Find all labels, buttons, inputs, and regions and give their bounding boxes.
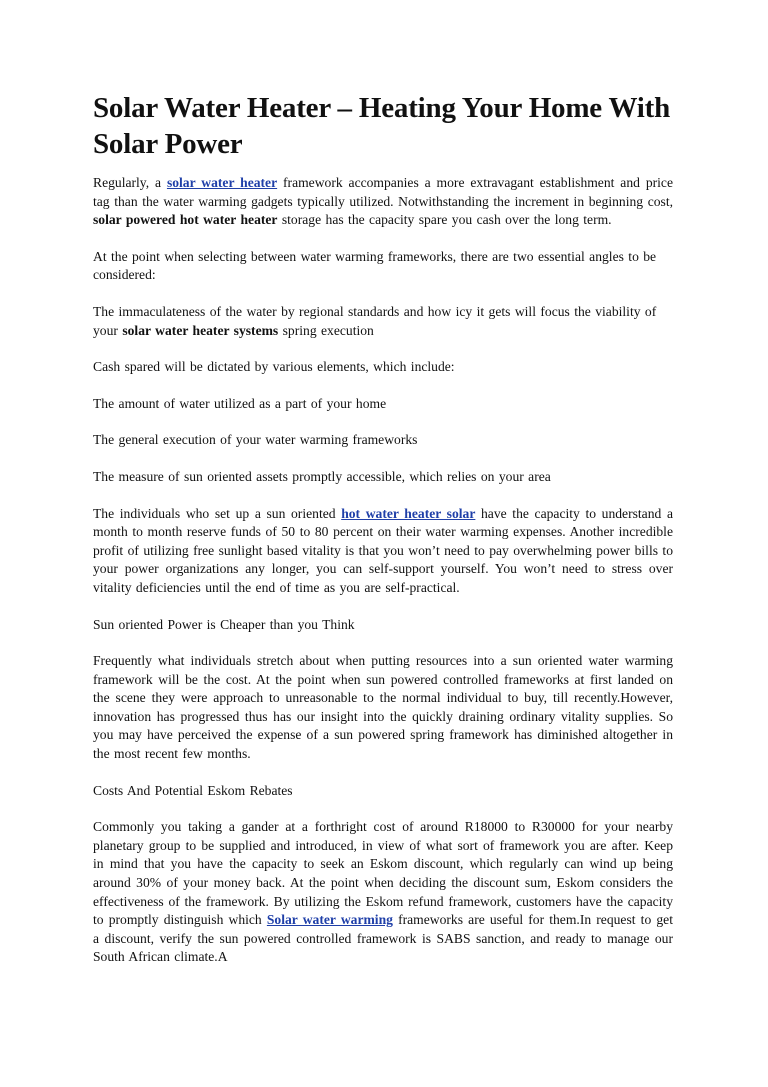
section-heading-cheaper: Sun oriented Power is Cheaper than you Think (93, 616, 355, 632)
text-run: Regularly, a (93, 175, 167, 190)
link-solar-water-warming[interactable]: Solar water warming (266, 912, 393, 928)
page-title: Solar Water Heater – Heating Your Home With Solar Power (93, 92, 671, 160)
paragraph-general-execution: The general execution of your water warming frameworks (93, 432, 418, 448)
text-run: spring execution (278, 322, 374, 338)
bold-phrase: solar water heater systems (122, 322, 279, 338)
link-hot-water-heater-solar[interactable]: hot water heater solar (341, 505, 476, 521)
text-run: framework accompanies a more extravagant establishment and price tag than the water warming gadgets typically utilized. Notwithstanding the increment in beginning cost, (93, 175, 673, 209)
paragraph-intro (93, 174, 673, 230)
bold-phrase: solar powered hot water heater (93, 212, 278, 228)
paragraph-frequently: Frequently what individuals stretch about when putting resources into a sun oriented water warming framework will be the cost. At the point when sun powered controlled frameworks at first landed on the scene they were approach to unreasonable to the normal individual to buy, till recently.However, innovation has progressed thus has our insight into the quickly draining ordinary vitality supplies. So you may have perceived the expense of a sun powered spring framework has diminished altogether in the most recent few months. (93, 653, 673, 762)
paragraph-individuals (93, 505, 673, 598)
document-page (93, 90, 673, 985)
text-run: have the capacity to understand a month to month reserve funds of 50 to 80 percent on their water warming expenses. Another incredible profit of utilizing free sunlight based vitality is that you won’t need to pay overwhelming power bills to your power organizations any longer, you can self-support yourself. You won’t need to stress over vitality deficiencies until the end of time as you are self-practical. (93, 505, 673, 595)
paragraph-commonly (93, 818, 673, 967)
paragraph-cash-spared: Cash spared will be dictated by various elements, which include: (93, 359, 455, 375)
text-run: Commonly you taking a gander at a forthright cost of around R18000 to R30000 for your nearby planetary group to be supplied and introduced, in view of what sort of framework you are after. Keep in mind that you have the capacity to seek an Eskom discount, which regularly can wind up being around 30% of your money back. At the point when deciding the discount sum, Eskom considers the effectiveness of the framework. By utilizing the Eskom refund framework, customers have the capacity to promptly distinguish which (93, 819, 673, 928)
paragraph-amount-of-water: The amount of water utilized as a part of your home (93, 395, 387, 411)
text-run: The immaculateness of the water by regional standards and how icy it gets will focus the viability of your (93, 303, 657, 338)
text-run: frameworks are useful for them.In request to get a discount, verify the sun powered controlled framework is SABS sanction, and ready to manage our South African climate.A (93, 912, 673, 965)
section-heading-eskom: Costs And Potential Eskom Rebates (93, 782, 293, 798)
paragraph-selecting: At the point when selecting between water warming frameworks, there are two essential angles to be considered: (93, 248, 657, 283)
text-run: The individuals who set up a sun oriented (93, 505, 342, 521)
text-run: storage has the capacity spare you cash over the long term. (277, 212, 612, 228)
paragraph-immaculateness (93, 303, 673, 340)
link-solar-water-heater[interactable]: solar water heater (166, 175, 278, 190)
paragraph-sun-assets: The measure of sun oriented assets promptly accessible, which relies on your area (93, 468, 551, 484)
